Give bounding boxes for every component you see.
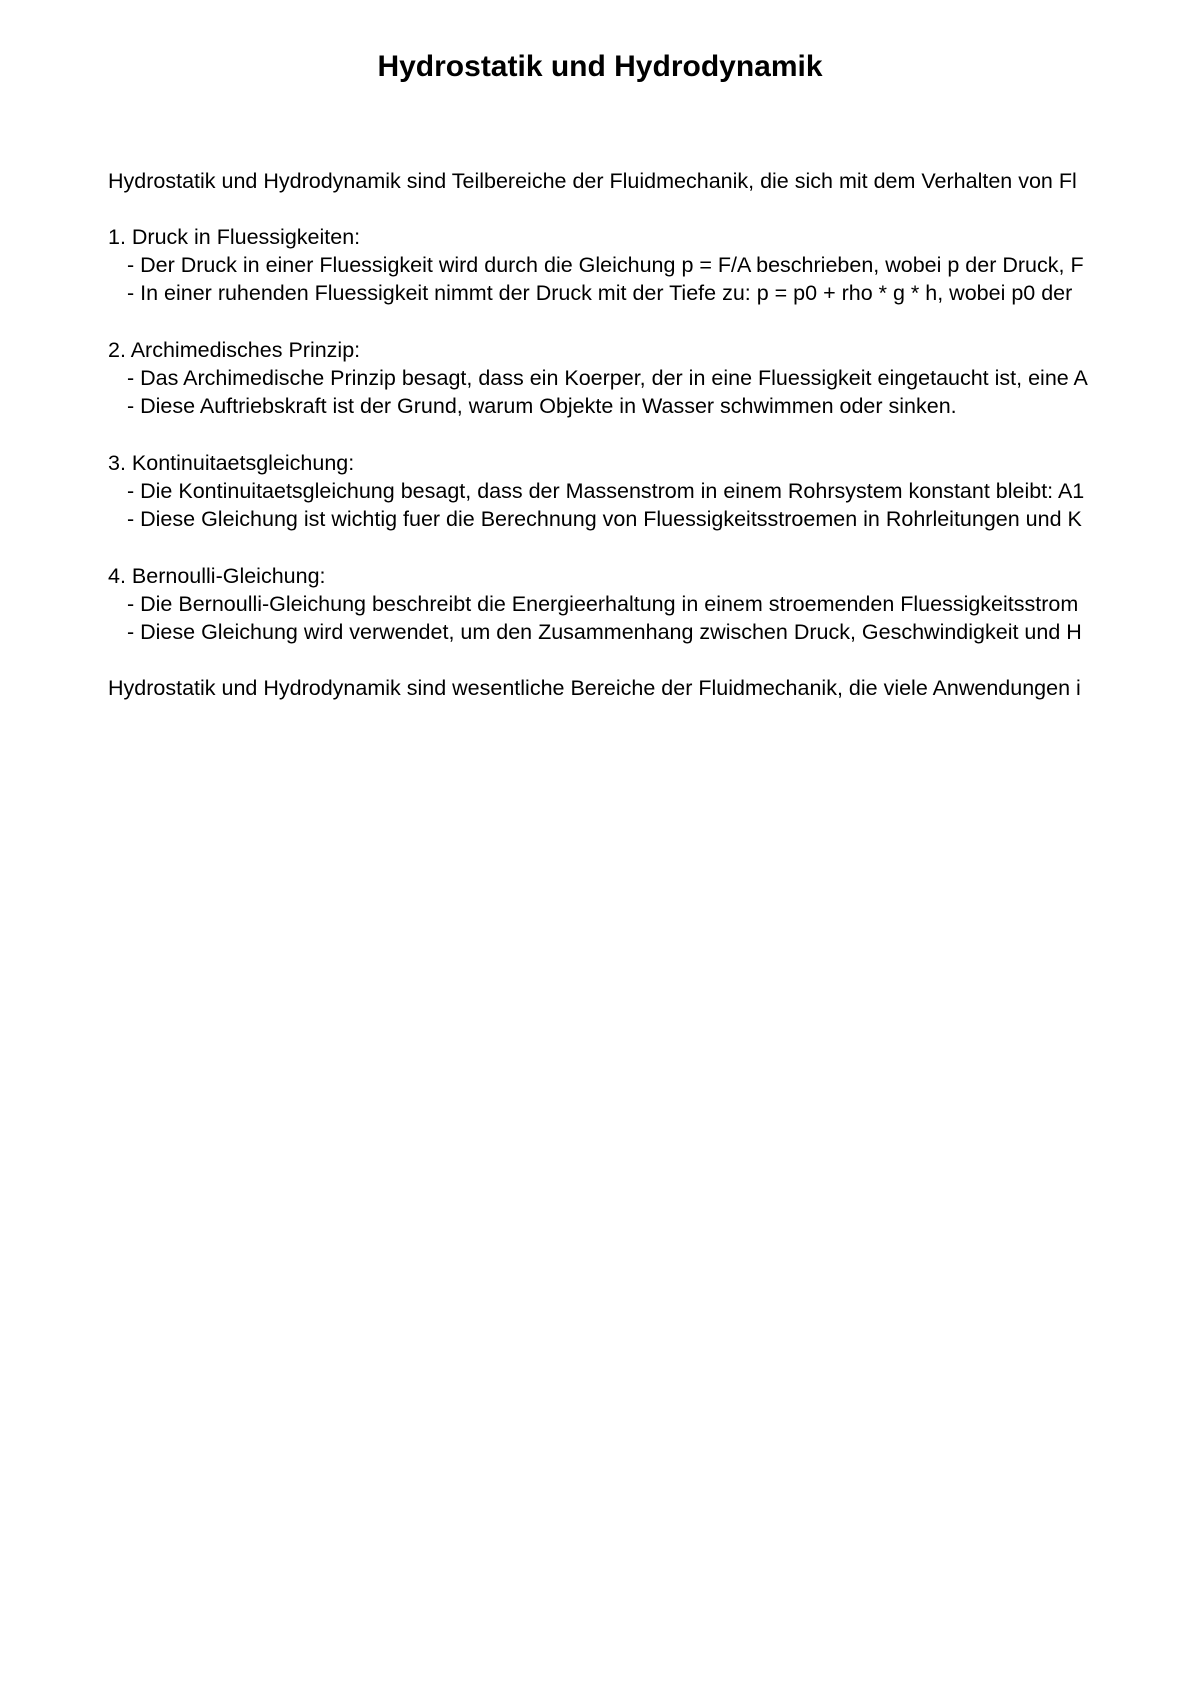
- section-2-point-2: - Diese Auftriebskraft ist der Grund, warum Objekte in Wasser schwimmen oder sinken.: [127, 394, 957, 418]
- section-1-point-2: - In einer ruhenden Fluessigkeit nimmt der Druck mit der Tiefe zu: p = p0 + rho * g * h, wobei p0 der: [127, 281, 1073, 305]
- section-4-heading: 4. Bernoulli-Gleichung:: [108, 564, 326, 588]
- intro-paragraph: Hydrostatik und Hydrodynamik sind Teilbereiche der Fluidmechanik, die sich mit dem Verhalten von Fl: [108, 169, 1077, 193]
- section-4-point-1: - Die Bernoulli-Gleichung beschreibt die Energieerhaltung in einem stroemenden Fluessigkeitsstrom: [127, 592, 1079, 616]
- section-4-point-2: - Diese Gleichung wird verwendet, um den Zusammenhang zwischen Druck, Geschwindigkeit und H: [127, 620, 1082, 644]
- section-3-point-2: - Diese Gleichung ist wichtig fuer die Berechnung von Fluessigkeitsstroemen in Rohrleitungen und K: [127, 507, 1082, 531]
- document-title-text: Hydrostatik und Hydrodynamik: [377, 50, 823, 83]
- conclusion-paragraph: Hydrostatik und Hydrodynamik sind wesentliche Bereiche der Fluidmechanik, die viele Anwendungen i: [108, 676, 1081, 700]
- section-1-heading: 1. Druck in Fluessigkeiten:: [108, 225, 361, 249]
- section-2-point-1: - Das Archimedische Prinzip besagt, dass ein Koerper, der in eine Fluessigkeit eingetaucht ist, eine A: [127, 366, 1088, 390]
- section-1-point-1: - Der Druck in einer Fluessigkeit wird durch die Gleichung p = F/A beschrieben, wobei p der Druck, F: [127, 253, 1084, 277]
- section-3-point-1: - Die Kontinuitaetsgleichung besagt, dass der Massenstrom in einem Rohrsystem konstant bleibt: A1: [127, 479, 1085, 503]
- section-2-heading: 2. Archimedisches Prinzip:: [108, 338, 361, 362]
- section-3-heading: 3. Kontinuitaetsgleichung:: [108, 451, 355, 475]
- document-title: [0, 49, 1200, 85]
